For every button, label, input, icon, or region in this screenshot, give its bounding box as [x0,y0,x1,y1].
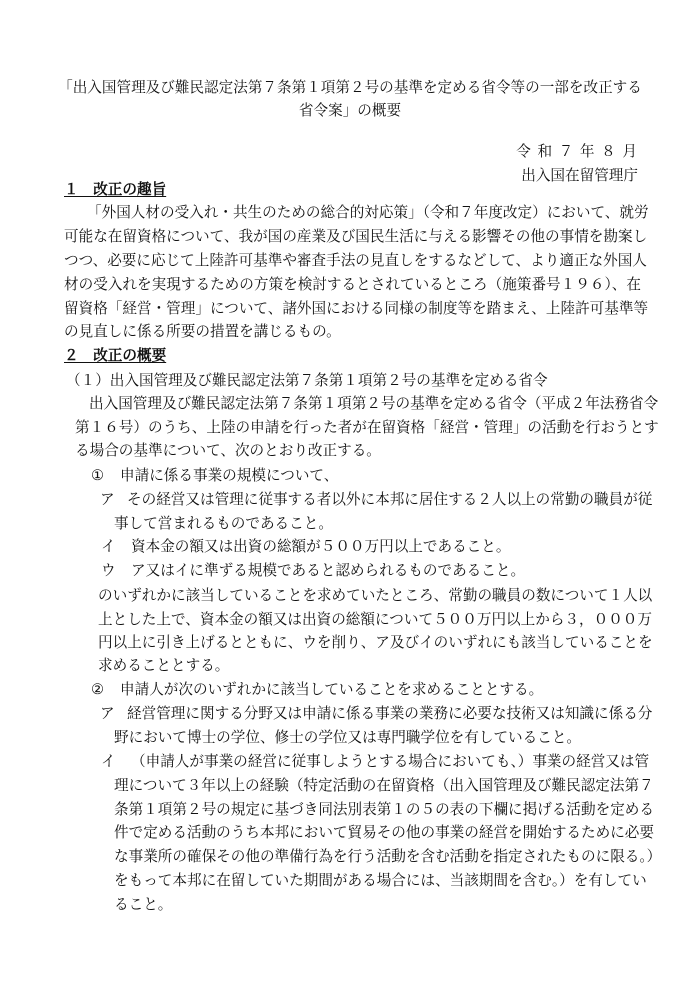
section-2-heading: ２ 改正の概要 [64,347,167,364]
item-1-after-line: 円以上に引き上げるとともに、ウを削り、ア及びイのいずれにも該当していることを [98,634,653,651]
section-1-line: 可能な在留資格について、我が国の産業及び国民生活に与える影響その他の事情を勘案し [64,228,648,245]
document-issuer: 出入国在留管理庁 [521,167,638,184]
item-2-i-line: な事業所の確保その他の準備行為を行う活動を含む活動を指定されたものに限る。） [114,848,662,865]
item-1-a-line: その経営又は管理に従事する者以外に本邦に居住する２人以上の常勤の職員が従 [127,491,653,508]
section-1-line: つつ、必要に応じて上陸許可基準や審査手法の見直しをするなどして、より適正な外国人 [64,252,647,269]
item-2-marker: ② [91,681,105,698]
item-1-a-marker: ア [100,491,115,508]
item-2-a-line: 経営管理に関する分野又は申請に係る事業の業務に必要な技術又は知識に係る分 [127,705,653,722]
item-1-u-line: ア又はイに準ずる規模であると認められるものであること。 [131,562,526,579]
section-1-heading: １ 改正の趣旨 [64,181,167,198]
intro-line: る場合の基準について、次のとおり改正する。 [75,442,381,459]
item-1-text: 申請に係る事業の規模について、 [120,467,339,484]
section-1-line: 「外国人材の受入れ・共生のための総合的対応策」（令和７年度改定）において、就労 [87,204,649,221]
item-2-i-line: ること。 [114,896,173,913]
item-2-a-marker: ア [100,705,115,722]
section-1-line: 留資格「経営・管理」について、諸外国における同様の制度等を踏まえ、上陸許可基準等 [64,300,649,317]
item-2-i-line: 条第１項第２号の規定に基づき同法別表第１の５の表の下欄に掲げる活動を定める [114,801,654,818]
item-1-after-line: のいずれかに該当していることを求めていたところ、常勤の職員の数について１人以 [98,587,653,604]
item-1-after-line: 求めることとする。 [98,657,230,674]
item-2-i-line: 理について３年以上の経験（特定活動の在留資格（出入国管理及び難民認定法第７ [114,777,654,794]
document-date: 令 和 ７ 年 ８ 月 [516,143,638,160]
item-1-i-line: 資本金の額又は出資の総額が５００万円以上であること。 [131,538,511,555]
item-1-a-line: 事して営まれるものであること。 [114,515,333,532]
section-1-line: 材の受入れを実現するための方策を検討するとされているところ（施策番号１９６）、在 [64,276,641,293]
item-2-i-line: （申請人が事業の経営に従事しようとする場合においても、）事業の経営又は管 [131,753,650,770]
item-1-after-line: 上とした上で、資本金の額又は出資の総額について５００万円以上から３，０００万 [98,611,652,628]
subsection-1-heading: （１）出入国管理及び難民認定法第７条第１項第２号の基準を定める省令 [66,372,548,389]
item-2-text: 申請人が次のいずれかに該当していることを求めることとする。 [120,681,544,698]
intro-line: 第１６号）のうち、上陸の申請を行った者が在留資格「経営・管理」の活動を行おうとす [75,419,659,436]
document-title-line-2: 省令案」の概要 [298,102,402,119]
item-2-a-line: 野において博士の学位、修士の学位又は専門職学位を有していること。 [114,729,582,746]
intro-line: 出入国管理及び難民認定法第７条第１項第２号の基準を定める省令（平成２年法務省令 [89,395,659,412]
item-1-u-marker: ウ [101,562,116,579]
item-2-i-marker: イ [101,753,116,770]
item-2-i-line: 件で定める活動のうち本邦において貿易その他の事業の経営を開始するために必要 [114,824,654,841]
item-1-marker: ① [91,467,105,484]
document-title-line-1: 「出入国管理及び難民認定法第７条第１項第２号の基準を定める省令等の一部を改正する [58,79,642,96]
section-1-line: の見直しに係る所要の措置を講じるもの。 [64,323,341,340]
item-1-i-marker: イ [101,538,116,555]
item-2-i-line: をもって本邦に在留していた期間がある場合には、当該期間を含む。）を有してい [114,872,647,889]
